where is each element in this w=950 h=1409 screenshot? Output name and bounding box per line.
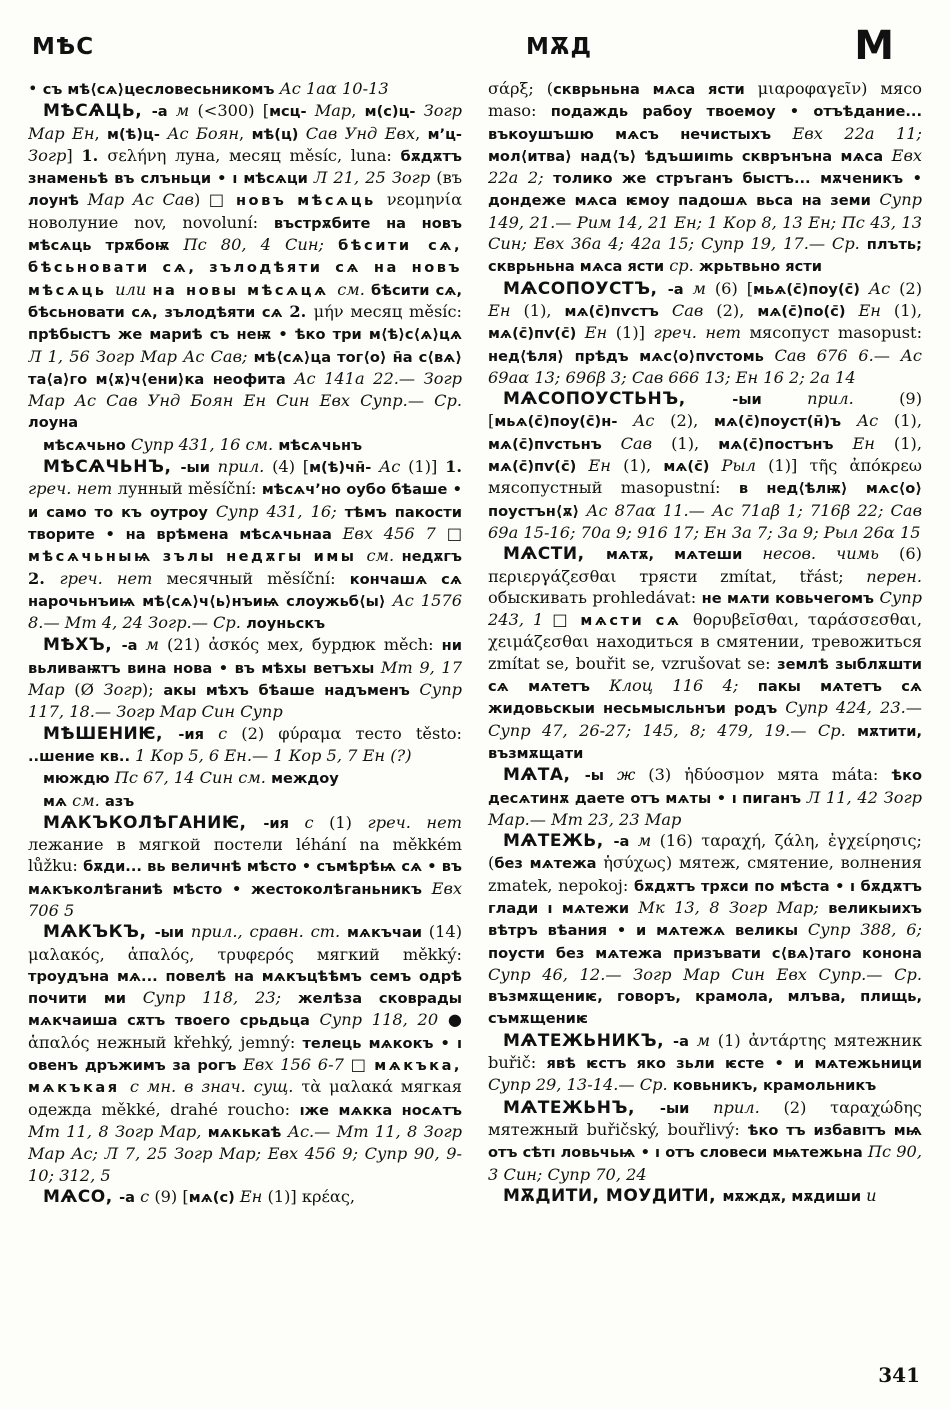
text-run: (1)] κρέας, — [267, 1186, 356, 1206]
text-run: Ас.— Мт 11, 8 Зогр Мар Ас; Л 7, 25 Зогр Мар; Евх 456 9; Супр 90, 9-10; 312, 5 — [28, 1121, 462, 1185]
text-run: -ия — [178, 725, 219, 743]
text-run: μήν месяц měsíc: — [313, 301, 462, 321]
text-run: мсц- — [269, 103, 315, 121]
text-run: Супр 431, 16; — [215, 501, 345, 521]
text-run: Супр 388, 6; — [807, 920, 922, 940]
text-run: Сав — [620, 433, 672, 453]
text-run: новъ мѣсѧць — [235, 192, 387, 210]
text-run: (Ø — [74, 680, 104, 700]
text-run: (1)] — [408, 457, 446, 477]
text-run: -а — [613, 833, 638, 851]
headword: МѦКЪКЪ, — [43, 922, 155, 943]
text-run: Супр 29, 13-14.— Ср. — [488, 1075, 673, 1095]
dictionary-entry — [28, 434, 462, 456]
text-run: без мѧтежа — [494, 855, 604, 873]
text-run: мѧкькаѣ — [207, 1123, 288, 1141]
text-run: Супр 118, 23; — [142, 988, 298, 1008]
text-run: мѣсѧчьнъ — [278, 436, 363, 454]
page-number: 341 — [878, 1363, 920, 1387]
text-run: см. — [337, 279, 372, 299]
text-run: (14) μαλακός, ἁπαλός, τρυφερός мягкий měkký: — [28, 922, 463, 964]
text-run: явѣ ѥстъ яко зьли ѥсте • и мѧтежьници — [546, 1055, 922, 1073]
headword: МѦТА, — [503, 765, 585, 786]
text-run: Супр 431, 16 см. — [130, 434, 279, 454]
dictionary-entry — [28, 634, 462, 722]
text-run: мьѧ(с̄)поу(с̄)н- — [494, 413, 634, 431]
text-run: греч. нет — [653, 323, 750, 343]
continuation-paragraph — [28, 78, 462, 100]
text-run: обыскивать prohledávat: — [488, 587, 702, 607]
text-run: -а — [673, 1032, 697, 1050]
headword: МѪДИТИ, МОУДИТИ, — [503, 1185, 723, 1206]
headword: МѢШЕНИѤ, — [43, 723, 179, 744]
text-run: мѧкъка, мѧкъкая — [28, 1057, 462, 1097]
text-run: мѣсѧчьно — [43, 436, 131, 454]
text-run: или — [115, 279, 153, 299]
text-run: телець мѧкокъ • ı овенъ дръжимъ за рогъ — [28, 1034, 462, 1075]
text-run: (6) περιεργάζεσθαι трясти zmítat, třást; — [488, 544, 922, 586]
text-run: , — [351, 101, 365, 121]
text-run: м(с)ц- — [364, 103, 424, 121]
text-run: мѣ⟨сѧ⟩ца тог⟨о⟩ н̄а с⟨вѧ⟩та⟨а⟩го м⟨ѫ⟩ч⟨ени⟩ка неофита — [28, 348, 462, 388]
text-run: мѧтѫ, мѧтеши — [605, 546, 763, 564]
text-run: (1), — [893, 411, 922, 431]
continuation-paragraph — [488, 78, 922, 278]
text-run: Сав 676 6.— Ас 69аα 13; 696β 3; Сав 666 13; Ен 16 2; 2а 14 — [488, 345, 922, 387]
text-run: несов. чимь — [762, 544, 900, 564]
text-run: σελήνη луна, месяц měsíc, luna: — [107, 145, 401, 165]
text-run: (16) ταραχή, ζάλη, ἐγχείρησις; ( — [488, 831, 922, 873]
dictionary-entry — [488, 1185, 922, 1207]
text-run: Пс 80, 4 Син; — [183, 235, 339, 255]
text-run: ..шение кв.. — [28, 747, 136, 765]
text-run: Ен — [588, 456, 624, 476]
text-run: мѧ(с̄)пѵ(с̄) — [488, 458, 589, 476]
text-run: (2), — [716, 300, 758, 320]
dictionary-entry — [28, 767, 462, 789]
text-run: Рыл — [721, 456, 769, 476]
dictionary-entry — [28, 921, 462, 1186]
text-run: лежание в мягкой постели léhání na měkkém lůžku: — [28, 835, 462, 876]
text-run: (2) ταραχώδης мятежный buřičský, bouřlivý: — [488, 1097, 922, 1139]
text-run: скврьньна мѧса ясти — [553, 81, 758, 98]
text-run: м — [175, 101, 198, 121]
text-run: мѫтити, възмѫщати — [488, 722, 922, 762]
text-run: с — [218, 723, 242, 743]
text-run: мѧкъчаи — [346, 924, 429, 942]
text-run: Супр 46, 12.— Зогр Мар Син Евх Супр.— Ср. — [488, 964, 922, 984]
text-run: землѣ зыблѫшти сѧ мѧтетъ — [488, 655, 922, 696]
text-run: прил. — [713, 1097, 784, 1117]
text-run: -ы — [584, 767, 617, 785]
dictionary-entry — [28, 812, 462, 921]
text-run: Супр 117, 18.— Зогр Мар Син Супр — [28, 680, 462, 722]
text-run: м — [692, 278, 715, 298]
text-run: Ас — [856, 411, 894, 431]
text-run: пакы мѧтетъ сѧ жидовьскыи несьмысльнъи родъ — [488, 678, 922, 718]
text-run: Ас — [868, 278, 900, 298]
text-run: възмѫщениѥ, говоръ, крамола, млъва, плищь, съмѫщениѥ — [488, 988, 922, 1028]
text-run: Клоц 116 4; — [609, 676, 758, 696]
text-run: междоу — [271, 770, 339, 788]
text-run: желѣза сковрады мѧкчаиша сѫтъ твоего срьдьца — [28, 990, 462, 1030]
text-run: -ыи — [659, 1099, 714, 1117]
text-run: (1), — [671, 433, 719, 453]
text-run: Ен — [239, 1186, 268, 1206]
text-run: с мн. в знач. сущ. — [129, 1077, 302, 1097]
headword: МѦТЕЖЬНЪ, — [503, 1097, 660, 1118]
dictionary-entry — [488, 388, 922, 543]
text-run: 1 Кор 5, 6 Ен.— 1 Кор 5, 7 Ен (?) — [135, 745, 412, 765]
headword: МѢХЪ, — [43, 635, 122, 656]
text-run: азъ — [104, 792, 135, 810]
text-run: с — [304, 812, 330, 832]
headword: МѦСОПОУСТЪ, — [503, 278, 668, 299]
dictionary-entry — [488, 764, 922, 830]
text-run: месячный měsíční: — [166, 568, 350, 588]
dictionary-entry — [28, 456, 462, 634]
headword: МѦКЪКОЛѢГАНИѤ, — [43, 812, 264, 833]
text-run: (1)] — [615, 323, 654, 343]
text-run: бѫдѫтъ знаменьѣ въ слъньци • ı мѣсѧци — [28, 147, 462, 188]
text-run: с — [140, 1186, 155, 1206]
text-run: 2. — [28, 568, 60, 588]
text-run: мѣсѧчьныѩ зълы недѫгы имы — [28, 548, 367, 566]
text-run: м(ѣ)ц- — [107, 125, 168, 143]
text-run: ) □ — [193, 190, 236, 210]
text-run: ни вьливаѭтъ вина нова • въ мѣхы ветъхы — [28, 637, 462, 677]
text-run: □ — [552, 610, 581, 630]
dictionary-entry — [488, 278, 922, 388]
text-run: жрьтвьно ясти — [698, 258, 822, 276]
dictionary-entry — [488, 1030, 922, 1097]
text-run: Зогр — [28, 145, 67, 165]
text-run: Ен — [488, 300, 524, 320]
text-run: акы мѣхъ бѣаше надъменъ — [163, 682, 420, 700]
text-run: м — [696, 1030, 718, 1050]
text-run: Сав Унд Евх — [305, 123, 416, 143]
text-run: (9) [ — [154, 1186, 189, 1206]
text-run: см. — [72, 790, 105, 810]
text-run: □ — [446, 523, 462, 543]
text-run: Евх 706 5 — [28, 878, 462, 920]
text-run: прил. — [217, 457, 273, 477]
text-run: (1), — [523, 300, 565, 320]
text-run: Ас 1аα 10-13 — [279, 79, 389, 98]
text-run: лоуньскъ — [246, 615, 326, 633]
text-columns — [28, 78, 922, 1350]
text-run: мѧ(с̄)пѵстьнъ — [488, 435, 621, 453]
headword: МѦСО, — [43, 1186, 120, 1207]
text-run: съ мѣ⟨сѧ⟩цесловесьникомъ — [42, 81, 280, 98]
text-run: лунный měsíční: — [117, 479, 262, 499]
text-run: перен. — [866, 566, 922, 586]
text-run: мюждю — [43, 770, 115, 788]
text-run: ἡσύχως) мятеж, смятение, волнения zmatek, nepokoj: — [488, 853, 922, 895]
text-run: греч. нет — [59, 568, 167, 588]
text-run: Ас 87аα 11.— Ас 71аβ 1; 716β 22; Сав 69а 15-16; 70а 9; 916 17; Ен 3а 7; 3а 9; Рыл 26α 15 — [488, 500, 922, 542]
dictionary-entry — [28, 723, 462, 768]
running-head-center: МѪД — [526, 34, 592, 60]
text-run: бѫдѫтъ трѫси по мѣста • ı бѫдѫтъ глади ı мѧтежи — [488, 877, 922, 917]
text-run: Зогр — [103, 680, 142, 700]
text-run: прил. — [807, 389, 900, 409]
text-run: (3) ἡδύοσμον мята máta: — [648, 765, 892, 785]
dictionary-entry — [488, 830, 922, 1030]
text-run: мѧ(с̄) — [663, 458, 722, 476]
text-run: мѣсѧч’но оубо бѣаше • и само то къ оутроу — [28, 481, 462, 521]
text-run: , — [415, 123, 428, 143]
dictionary-entry — [488, 1097, 922, 1185]
text-run: Мар — [314, 101, 352, 121]
headword: МѢСѦЦЬ, — [43, 101, 152, 122]
right-column — [488, 78, 922, 1350]
text-run: Ас 1576 8.— Мт 4, 24 Зогр.— Ср. — [28, 590, 462, 633]
text-run: (1) — [329, 812, 368, 832]
text-run: Супр 149, 21.— Рим 14, 21 Ен; 1 Кор 8, 13 Ен; Пс 43, 13 Син; Евх 36а 4; 42а 15; Супр 19, 17.— Ср. — [488, 190, 922, 254]
text-run: -ыи — [180, 459, 218, 477]
left-column — [28, 78, 462, 1350]
text-run: τὰ μαλακά мягкая одежда měkké, drahé roucho: — [28, 1077, 463, 1119]
text-run: ● ἁπαλός нежный křehký, jemný: — [28, 1010, 462, 1052]
text-run: Сав — [671, 300, 717, 320]
text-run: мѣ(ц) — [251, 125, 306, 143]
text-run: троудъна мѧ... повелѣ на мѧкъцѣѣмъ семъ одрѣ почити ми — [28, 967, 462, 1008]
text-run: кончашѧ сѧ нарочьнъиѩ мѣ⟨сѧ⟩ч⟨ь⟩нъиѩ слоужьб⟨ы⟩ — [28, 570, 462, 610]
text-run: см. — [366, 546, 402, 566]
text-run: -ия — [263, 814, 305, 832]
text-run: Ен — [584, 323, 616, 343]
text-run: 2. — [289, 301, 314, 321]
headword: МѦСОПОУСТЬНЪ, — [503, 389, 733, 410]
text-run: ѣко тъ избавıтъ мѩ отъ сѣтı ловьчьѩ • ı отъ словеси мѩтежьна — [488, 1121, 922, 1162]
text-run: м — [637, 831, 660, 851]
text-run: Ас Боян — [167, 123, 240, 143]
text-run: м(ѣ)чн̄- — [309, 459, 379, 477]
text-run: ] — [66, 145, 82, 165]
dictionary-entry — [28, 1186, 462, 1208]
text-run: ж — [616, 765, 649, 785]
text-run: м — [145, 635, 168, 655]
text-run: (2) — [899, 278, 922, 298]
text-run: Супр 424, 23.— Супр 47, 26-27; 145, 8; 479, 19.— Ср. — [488, 698, 922, 740]
text-run: подаждь рабоу твоемоу • отъѣдание... въкоушъшю мѧсъ нечистыхъ — [488, 103, 922, 143]
text-run: Л 1, 56 Зогр Мар Ас Сав; — [28, 346, 254, 366]
headword: МѦТЕЖЬНИКЪ, — [503, 1030, 674, 1051]
text-run: мѧ(с̄)поуст(н̄)ъ — [713, 413, 857, 431]
text-run: (2) φύραμα тесто těsto: — [241, 723, 463, 743]
text-run: бѣсити сѧ, бѣсьновати сѧ, зълодѣяти сѧ — [28, 281, 462, 321]
dictionary-entry — [488, 543, 922, 764]
text-run: □ — [350, 1055, 375, 1075]
text-run: мьѧ(с̄)поу(с̄) — [753, 280, 869, 298]
text-run: на новы мѣсѧцѧ — [152, 281, 338, 299]
text-run: θορυβεῖσθαι, ταράσσεσθαι, χειμάζεσθαι находиться в смятении, тревожиться zmítat se, bouřit se, vzrušovat se: — [488, 610, 922, 673]
text-run: ); — [141, 680, 164, 700]
text-run: мѧ(с̄)по(с̄) — [757, 302, 859, 320]
text-run: • — [28, 79, 43, 98]
text-run: νεομηνία новолуние nov, novoluní: — [28, 190, 463, 232]
text-run: поусти без мѧтежа призъвати с⟨вѧ⟩таго конона — [488, 944, 922, 962]
text-run: мѫждѫ, мѫдиши — [722, 1187, 867, 1205]
section-letter: М — [854, 23, 894, 69]
text-run: плъть; скврьньна мѧса ясти — [488, 236, 922, 276]
text-run: великыихъ вѣтръ вѣания • и мѧтежѧ великы — [488, 899, 922, 940]
text-run: Ен — [852, 433, 894, 453]
text-run: мѧ(с̄)пѵстъ — [564, 302, 672, 320]
text-run: Пс 67, 14 Син см. — [114, 768, 272, 788]
headword: МѦСТИ, — [503, 544, 606, 565]
text-run: не мѧти ковьчегомъ — [701, 589, 880, 607]
text-run: мясопуст masopust: — [749, 323, 922, 343]
text-run: Мар Ас Сав — [87, 190, 194, 210]
text-run: (1), — [893, 433, 922, 453]
text-run: бѫди... вь величнѣ мѣсто • съмѣрѣѩ сѧ • въ мѧкъколѣганиѣ мѣсто • жестоколѣганьникъ — [28, 858, 463, 898]
text-run: ıже мѧкка носѧтъ — [299, 1101, 462, 1119]
text-run: Зогр Мар Ен — [28, 101, 462, 143]
text-run: Евх 22а 2; — [488, 145, 922, 188]
text-run: мѧсти сѧ — [580, 612, 693, 630]
text-run: прѣбыстъ же мариѣ съ неѭ • ѣко три м⟨ѣ⟩с⟨ѧ⟩цѧ — [28, 326, 462, 344]
text-run: бѣсити сѧ, бѣсьновати сѧ, зълодѣяти сѧ на новъ мѣсѧць — [28, 237, 462, 299]
text-run: мол⟨итва⟩ над⟨ъ⟩ ѣдъшиımь скврънъна мѧса — [488, 147, 892, 165]
text-run: ѣко десѧтинѫ даете отъ мѧты • ı пиганъ — [488, 767, 922, 807]
text-run: Ас — [633, 411, 671, 431]
running-head-left: МѢС — [32, 34, 95, 60]
text-run: и — [866, 1185, 877, 1205]
text-run: греч. нет — [28, 479, 118, 499]
text-run: лоунѣ — [28, 192, 88, 210]
text-run: -а — [119, 1188, 141, 1206]
text-run: Мт 11, 8 Зогр Мар, — [28, 1121, 208, 1141]
headword: МѦТЕЖЬ, — [503, 831, 614, 852]
text-run: (въ — [436, 168, 462, 188]
text-run: (2), — [670, 411, 714, 431]
text-run: 1. — [81, 145, 108, 165]
text-run: , — [94, 123, 108, 143]
text-run: Пс 90, 3 Син; Супр 70, 24 — [488, 1142, 922, 1184]
text-run: (4) [ — [272, 457, 310, 477]
text-run: Ас — [378, 457, 409, 477]
text-run: ср. — [669, 256, 699, 276]
text-run: -а — [667, 280, 693, 298]
text-run: Супр 243, 1 — [488, 587, 922, 630]
text-run: , — [239, 123, 252, 143]
text-run: мѧ — [43, 792, 73, 810]
text-run: в нед⟨ѣлѭ⟩ мѧс⟨о⟩поустън⟨ѫ⟩ — [488, 480, 922, 520]
text-run: (6) [ — [714, 278, 754, 298]
text-run: -ыи — [154, 924, 191, 942]
headword: МѢСѦЧЬНЪ, — [43, 457, 181, 478]
text-run: (1) ἀντάρτης мятежник buřič: — [488, 1030, 922, 1073]
text-run: Ас 141а 22.— Зогр Мар Ас Сав Унд Боян Ен Син Евх Супр.— Ср. — [28, 368, 462, 411]
text-run: мѧ(с̄)постънъ — [718, 435, 853, 453]
text-run: мѧ(с̄)пѵ(с̄) — [488, 325, 585, 343]
text-run: Ен — [858, 300, 894, 320]
text-run: толико же стръганъ быстъ... мѫченикъ • дондеже мѧса ѥмоу падошѧ вьса на земи — [488, 170, 922, 210]
dictionary-entry — [28, 790, 462, 812]
text-run: Л 11, 42 Зогр Мар.— Мт 23, 23 Мар — [488, 787, 922, 829]
text-run: (9) [ — [488, 389, 922, 431]
text-run: тѣмъ пакости творите • на врѣмена мѣсѧчьнаа — [28, 503, 462, 543]
text-run: Мк 13, 8 Зогр Мар; — [638, 897, 829, 917]
text-run: Евх 22а 11; — [792, 123, 922, 143]
running-heads — [28, 23, 922, 78]
text-run: 1. — [445, 457, 462, 477]
text-run: ковьникъ, крамольникъ — [672, 1077, 877, 1095]
text-run: -а — [151, 103, 176, 121]
text-run: (21) ἀσκός мех, бурдюк měch: — [167, 635, 442, 655]
text-run: лоуна — [28, 414, 79, 432]
text-run: Супр 118, 20 — [319, 1010, 448, 1030]
dictionary-entry — [28, 100, 462, 433]
text-run: (1), — [893, 300, 922, 320]
text-run: Л 21, 25 Зогр — [313, 168, 437, 188]
text-run: м’ц- — [427, 125, 462, 143]
text-run: нед⟨ѣля⟩ прѣдъ мѧс⟨о⟩пѵстомь — [488, 347, 775, 365]
text-run: греч. нет — [367, 812, 462, 832]
text-run: -а — [121, 637, 146, 655]
text-run: Евх 456 7 — [342, 523, 447, 543]
text-run: -ыи — [732, 391, 808, 409]
text-run: недѫгъ — [401, 548, 462, 566]
text-run: μιαροφαγεῖν) мясо maso: — [488, 79, 922, 121]
text-run: σάρξ; ( — [488, 79, 554, 98]
text-run: мѧ(с) — [188, 1188, 240, 1206]
text-run: Мт 9, 17 Мар — [28, 657, 462, 700]
text-run: (1)] τῆς ἀπόκρεω мясопустный masopustní: — [488, 456, 922, 498]
text-run: (1), — [623, 456, 664, 476]
text-run: Евх 156 6-7 — [243, 1055, 351, 1075]
text-run: прил., сравн. ст. — [190, 922, 347, 942]
text-run: въстрѫбите на новъ мѣсѧць трѫбоѭ — [28, 214, 462, 255]
text-run: (<300) [ — [197, 101, 270, 121]
